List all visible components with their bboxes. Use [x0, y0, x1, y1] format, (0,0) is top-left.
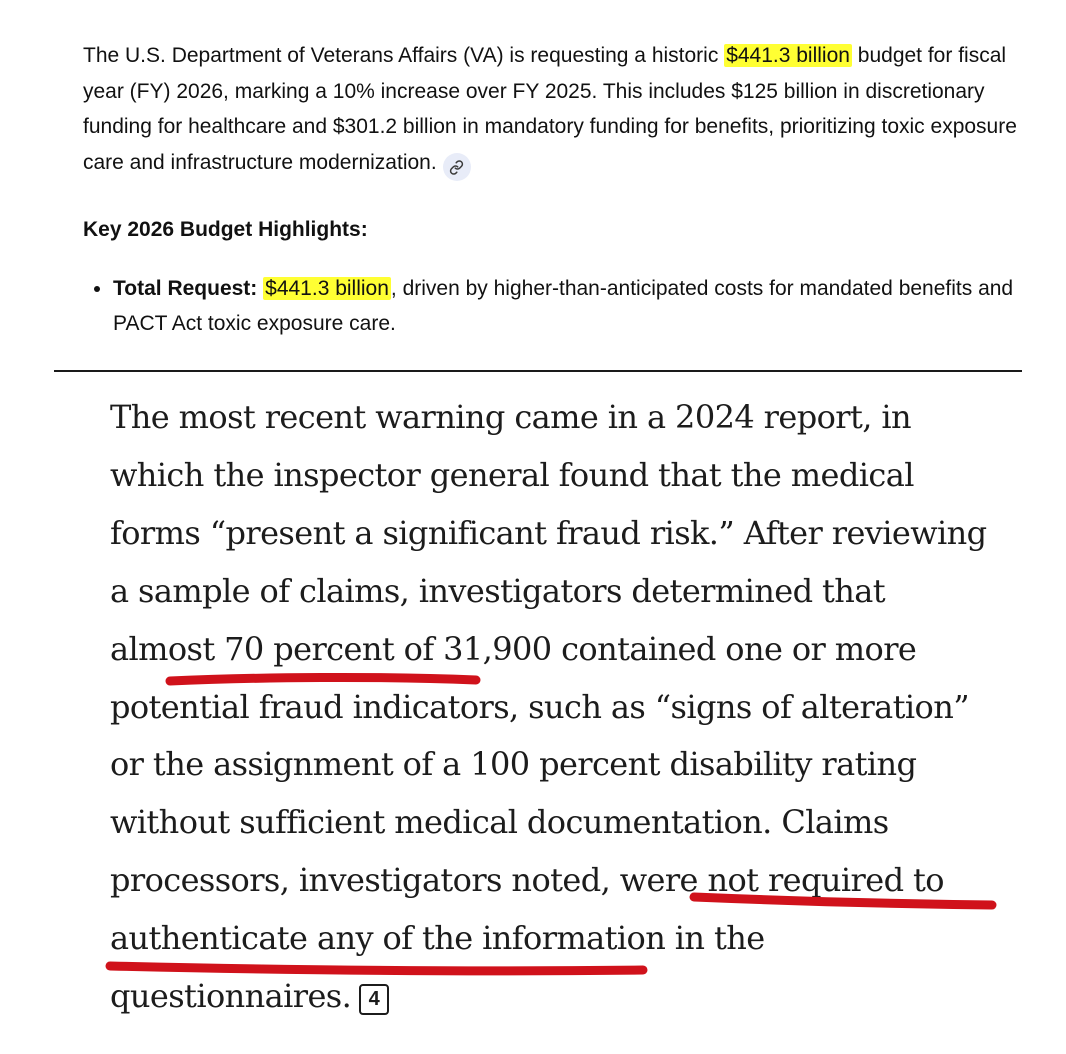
budget-highlights-list [83, 271, 1023, 342]
article-line: potential fraud indicators, such as “signs of alteration” [110, 687, 969, 726]
ai-summary-section [83, 38, 1023, 342]
highlighted-budget-amount: $441.3 billion [726, 44, 850, 67]
article-line: without sufficient medical documentation. Claims [110, 803, 889, 842]
article-line: processors, investigators noted, were not required to [110, 861, 944, 900]
article-last-line [110, 968, 1030, 1026]
article-line: a sample of claims, investigators determined that [110, 571, 886, 610]
article-line: forms “present a significant fraud risk.” After reviewing [110, 513, 987, 552]
article-line: The most recent warning came in a 2024 report, in [110, 398, 911, 436]
bullet-text: , driven by higher-than-anticipated costs for mandated benefits and PACT Act toxic exposure care. [113, 276, 1014, 335]
source-link-button[interactable] [443, 153, 471, 181]
highlighted-total-amount: $441.3 billion [265, 276, 389, 300]
article-line: which the inspector general found that the medical [110, 455, 914, 494]
budget-highlights-heading: Key 2026 Budget Highlights: [83, 218, 368, 241]
article-line: almost 70 percent of 31,900 contained one or more [110, 629, 917, 668]
article-line: or the assignment of a 100 percent disability rating [110, 745, 917, 784]
summary-intro-text: The U.S. Department of Veterans Affairs (VA) is requesting a historic [83, 44, 725, 67]
section-divider [54, 370, 1022, 372]
list-item [113, 271, 1023, 342]
link-icon [449, 160, 464, 175]
article-line: authenticate any of the information in the [110, 919, 765, 958]
summary-paragraph [83, 38, 1023, 181]
bullet-label: Total Request: [113, 276, 258, 300]
reference-badge[interactable]: 4 [359, 984, 389, 1015]
article-excerpt [110, 389, 1030, 1026]
article-line-text: questionnaires. [110, 977, 352, 1016]
summary-body-text: budget for fiscal year (FY) 2026, marking a 10% increase over FY 2025. This includes $125 billion in discretionary funding for healthcare and $301.2 billion in mandatory funding for benefits, prioritizing toxic exposure care and infrastructure modernization. [83, 44, 1017, 174]
